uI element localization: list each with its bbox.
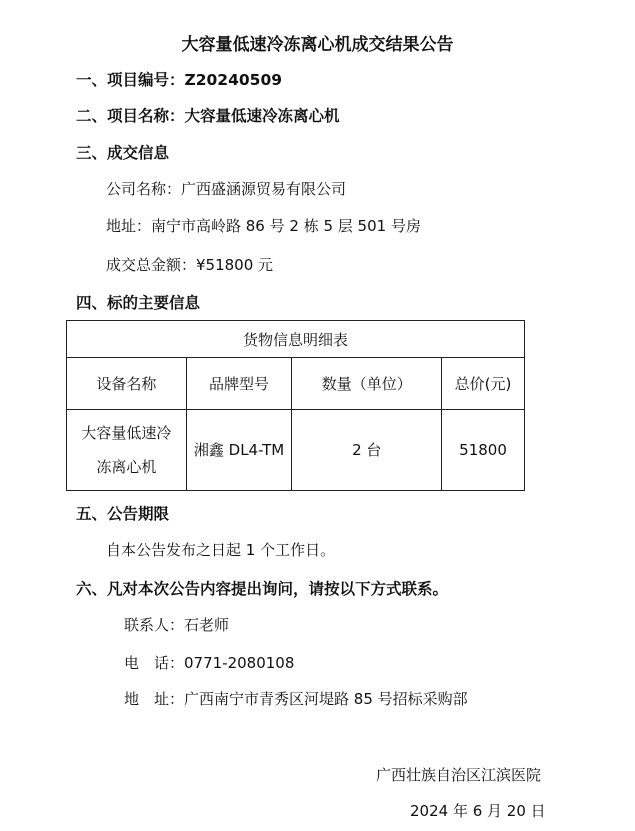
cell-brand-model: 湘鑫 DL4-TM: [186, 410, 292, 491]
deal-amount: 成交总金额：¥51800 元: [106, 256, 274, 274]
goods-table: [66, 320, 525, 491]
device-name-line1: 大容量低速冷: [81, 424, 172, 442]
signature-date: 2024 年 6 月 20 日: [410, 802, 546, 820]
cell-total: 51800: [442, 410, 525, 491]
table-row: [67, 410, 525, 491]
signature-org: 广西壮族自治区江滨医院: [376, 766, 542, 784]
header-device-name: 设备名称: [67, 358, 187, 410]
section-announcement-period: 五、公告期限: [76, 505, 170, 523]
cell-device-name: [67, 410, 187, 491]
header-brand-model: 品牌型号: [186, 358, 292, 410]
page-title: 大容量低速冷冻离心机成交结果公告: [181, 35, 454, 55]
deal-address: 地址：南宁市高岭路 86 号 2 栋 5 层 501 号房: [106, 217, 421, 235]
device-name-line2: 冻离心机: [96, 458, 157, 476]
section-inquiry: 六、凡对本次公告内容提出询问，请按以下方式联系。: [76, 580, 449, 598]
section-subject-info: 四、标的主要信息: [76, 294, 201, 312]
contact-address: 地 址：广西南宁市青秀区河堤路 85 号招标采购部: [124, 690, 468, 708]
period-text: 自本公告发布之日起 1 个工作日。: [106, 541, 336, 559]
table-caption: 货物信息明细表: [67, 321, 525, 358]
section-project-number: 一、项目编号：Z20240509: [76, 71, 283, 89]
deal-company: 公司名称：广西盛涵源贸易有限公司: [106, 180, 347, 198]
contact-phone: 电 话：0771-2080108: [124, 654, 295, 672]
section-deal-info: 三、成交信息: [76, 144, 170, 162]
section-project-name: 二、项目名称：大容量低速冷冻离心机: [76, 107, 340, 125]
header-quantity: 数量（单位）: [292, 358, 442, 410]
cell-quantity: 2 台: [292, 410, 442, 491]
header-total-price: 总价(元): [442, 358, 525, 410]
contact-person: 联系人：石老师: [124, 616, 230, 634]
